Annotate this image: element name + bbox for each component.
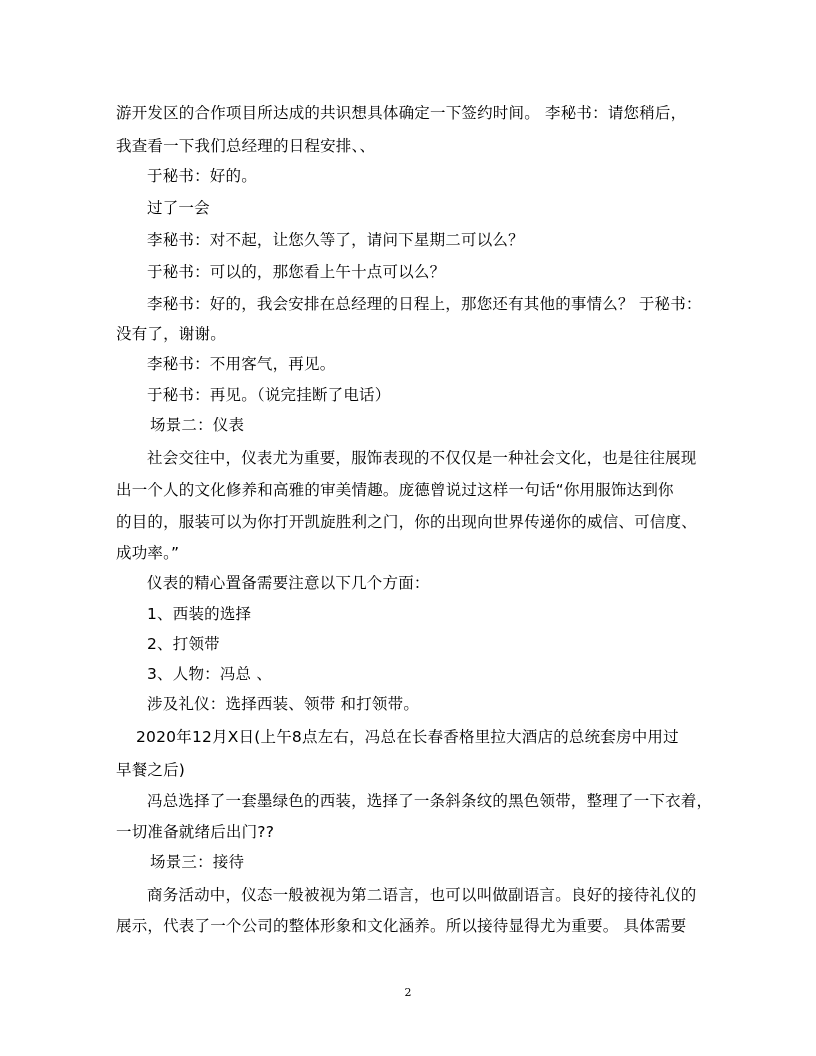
section-heading: 场景二：仪表 [150, 416, 245, 434]
text-line: 李秘书：好的，我会安排在总经理的日程上，那您还有其他的事情么？ 于秘书： [147, 295, 702, 313]
text-line: 李秘书：不用客气，再见。 [147, 355, 336, 373]
text-line: 早餐之后) [116, 761, 186, 779]
section-heading: 场景三：接待 [150, 853, 245, 871]
text-line: 李秘书：对不起，让您久等了，请问下星期二可以么？ [147, 231, 524, 249]
text-line: 一切准备就绪后出门?? [116, 823, 275, 841]
text-line: 没有了，谢谢。 [116, 325, 226, 343]
text-line: 于秘书：可以的，那您看上午十点可以么？ [147, 263, 446, 281]
text-line: 展示，代表了一个公司的整体形象和文化涵养。所以接待显得尤为重要。 具体需要 [116, 917, 687, 935]
text-line: 我查看一下我们总经理的日程安排、、 [116, 137, 376, 155]
text-line: 于秘书：再见。（说完挂断了电话） [147, 386, 391, 404]
list-item: 2、打领带 [147, 635, 220, 653]
list-item: 1、西装的选择 [147, 605, 252, 623]
text-line: 冯总选择了一套墨绿色的西装，选择了一条斜条纹的黑色领带，整理了一下衣着， [147, 792, 713, 810]
text-line: 2020年12月X日(上午8点左右，冯总在长春香格里拉大酒店的总统套房中用过 [136, 728, 679, 746]
text-line: 过了一会 [147, 199, 210, 217]
text-line: 的目的，服装可以为你打开凯旋胜利之门，你的出现向世界传递你的威信、可信度、 [116, 513, 697, 531]
page-number: 2 [404, 986, 412, 999]
text-line: 成功率。” [116, 544, 180, 562]
text-line: 涉及礼仪：选择西装、领带 和打领带。 [147, 695, 420, 713]
text-line: 仪表的精心置备需要注意以下几个方面： [147, 574, 430, 592]
text-line: 游开发区的合作项目所达成的共识想具体确定一下签约时间。 李秘书：请您稍后， [116, 104, 687, 122]
text-line: 商务活动中，仪态一般被视为第二语言，也可以叫做副语言。良好的接待礼仪的 [147, 886, 697, 904]
text-line: 社会交往中，仪表尤为重要，服饰表现的不仅仅是一种社会文化，也是往往展现 [147, 449, 697, 467]
text-line: 出一个人的文化修养和高雅的审美情趣。庞德曾说过这样一句话“你用服饰达到你 [116, 481, 674, 499]
list-item: 3、人物：冯总 、 [147, 665, 273, 683]
text-line: 于秘书：好的。 [147, 167, 257, 185]
